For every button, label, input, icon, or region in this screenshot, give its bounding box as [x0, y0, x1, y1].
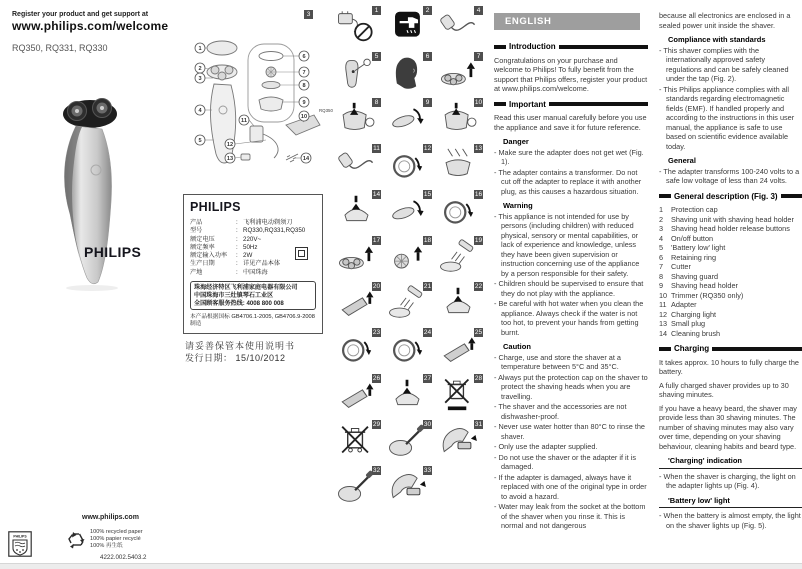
text-block-h-plain: Danger: [503, 137, 529, 146]
philips-url-bottom: www.philips.com: [82, 514, 139, 521]
english-column-1: [494, 36, 648, 532]
svg-text:5: 5: [198, 138, 202, 144]
text-block-part: 10 Trimmer (RQ350 only): [659, 290, 744, 300]
support-url: www.philips.com/welcome: [12, 19, 169, 33]
figure-cell-18: [385, 236, 432, 277]
figure-number-badge: 22: [474, 283, 483, 290]
philips-wordmark: PHILIPS: [84, 244, 142, 260]
spec-row: 型号 : RQ330,RQ331,RQ350: [190, 227, 306, 235]
register-line: Register your product and get support at: [12, 11, 149, 18]
adapter-cut-icon: [335, 9, 377, 49]
text-block-h-bar: Introduction: [494, 42, 648, 52]
figure-number-badge: 18: [423, 237, 432, 244]
cap-icon: [386, 377, 428, 417]
text-block-bullet: - The adapter contains a transformer. Do not cut off the adapter to replace it with another plug, as this causes a hazardous situation.: [494, 168, 648, 197]
text-block-part: 11 Adapter: [659, 300, 697, 309]
text-block-bullet: - This appliance is not intended for use by persons (including children) with reduced physical, sensory or mental capabilities, or lack of experience and knowledge, unless they have been given supervision or instruction concerning use of the appliance by a person responsible for their safety.: [494, 212, 648, 279]
figure-number-badge: 16: [474, 191, 483, 198]
text-block-part: 4 On/off button: [659, 233, 714, 243]
svg-text:12: 12: [226, 142, 234, 148]
figure-number-badge: 29: [372, 421, 381, 428]
figure-cell-6: [385, 52, 432, 93]
figure-cell-14: [334, 190, 381, 231]
figure-cell-15: [385, 190, 432, 231]
figure-cell-25: [436, 328, 483, 369]
ring-icon: [386, 147, 428, 187]
spec-row: 额定频率 : 50Hz: [190, 243, 258, 251]
text-block-part: 13 Small plug: [659, 319, 706, 328]
standards-line: 本产品根据国标 GB4706.1-2005, GB4706.9-2008 制造: [190, 314, 315, 328]
figure-number-badge: 20: [372, 283, 381, 290]
svg-text:1: 1: [198, 46, 202, 52]
figure-cell-4: [436, 6, 483, 47]
text-block-part: 6 Retaining ring: [659, 252, 717, 262]
figure-cell-20: [334, 282, 381, 323]
bin-battery-icon: [437, 377, 479, 417]
figure-cell-22: [436, 282, 483, 323]
page-bottom-edge: [0, 563, 802, 569]
text-block-part: 3 Shaving head holder release buttons: [659, 224, 790, 233]
head-arrow-up-icon: [437, 55, 479, 95]
figure-cell-16: [436, 190, 483, 231]
spec-row: 产品 : 飞利浦电动剃须刀: [190, 219, 293, 226]
figure-cell-28: [436, 374, 483, 415]
text-block-bullet: - Be careful with hot water when you clean the appliance. Always check if the water is not too hot, to prevent your hands from getting burnt.: [494, 299, 648, 337]
svg-text:2: 2: [198, 66, 202, 72]
cap-icon: [437, 285, 479, 325]
text-block-p: Congratulations on your purchase and welcome to Philips! To fully benefit from the support that Philips offers, register your product at www.philips.com/welcome.: [494, 55, 648, 93]
figure-number-badge: 31: [474, 421, 483, 428]
svg-text:9: 9: [302, 100, 306, 106]
trimmer-icon: [335, 285, 377, 325]
figure-cell-2: [385, 6, 432, 47]
figure-number-badge: 30: [423, 421, 432, 428]
text-block-bullet: - When the battery is almost empty, the light on the shaver lights up (Fig. 5).: [659, 511, 802, 530]
ring-icon: [335, 331, 377, 371]
figure-cell-7: [436, 52, 483, 93]
figure-cell-31: [436, 420, 483, 461]
text-block-p: because all electronics are enclosed in a sealed power unit inside the shaver.: [659, 11, 791, 30]
svg-text:8: 8: [302, 83, 306, 89]
press-open-icon: [335, 101, 377, 141]
text-block-h-plain: General: [668, 156, 696, 165]
figure-number-badge: 27: [423, 375, 432, 382]
figure-cell-5: [334, 52, 381, 93]
figure-number-badge: 25: [474, 329, 483, 336]
figure-cell-12: [385, 144, 432, 185]
spec-row: 额定输入功率 : 2W: [190, 252, 253, 260]
philips-shield-logo: [8, 531, 32, 562]
figure-cell-24: [385, 328, 432, 369]
svg-text:3: 3: [198, 76, 202, 82]
text-block-part: 1 Protection cap: [659, 205, 718, 214]
document-number: 4222.002.5403.2: [100, 554, 147, 561]
text-block-h-bar: Important: [494, 100, 648, 110]
ring-icon: [437, 193, 479, 233]
figure-number-badge: 17: [372, 237, 381, 244]
text-block-bullet: - When the shaver is charging, the light on the adapter lights up (Fig. 4).: [659, 472, 802, 491]
text-block-part: 2 Shaving unit with shaving head holder: [659, 214, 794, 224]
cutter-icon: [386, 239, 428, 279]
figure-cell-26: [334, 374, 381, 415]
text-block-bullet: - Never use water hotter than 80°C to rinse the shaver.: [494, 422, 648, 441]
figure-cell-19: [436, 236, 483, 277]
manufacturer-address: [190, 281, 316, 310]
text-block-bullet: - Always put the protection cap on the shaver to protect the shaving heads when you are travelling.: [494, 373, 648, 402]
model-numbers: RQ350, RQ331, RQ330: [12, 43, 108, 53]
figure-number-badge: 7: [474, 52, 483, 61]
figure-cell-9: [385, 98, 432, 139]
cap-icon: [335, 193, 377, 233]
address-line: 珠海经济特区飞利浦家庭电器有限公司: [194, 284, 298, 292]
figure-number-badge: 10: [474, 99, 483, 106]
recycle-text-line: 100% 再生纸: [90, 543, 123, 549]
spec-row: 产地 : 中国珠海: [190, 268, 268, 276]
press-open-icon: [437, 101, 479, 141]
figure-number-badge: 23: [372, 329, 381, 336]
figure-number-badge: 21: [423, 283, 432, 290]
figure-number-badge: 12: [423, 145, 432, 152]
brush-icon: [437, 239, 479, 279]
figure-cell-33: [385, 466, 432, 507]
text-block-p: Read this user manual carefully before you use the appliance and save it for future reference.: [494, 113, 647, 132]
spec-philips-wordmark: PHILIPS: [190, 200, 241, 214]
figure-number-badge: 6: [423, 52, 432, 61]
text-block-bullet: - Charge, use and store the shaver at a temperature between 5°C and 35°C.: [494, 353, 648, 372]
text-block-part: 8 Shaving guard: [659, 271, 719, 281]
text-block-part: 12 Charging light: [659, 309, 717, 319]
figure-number-badge: 4: [474, 6, 483, 15]
instruction-figure-grid: [334, 6, 489, 507]
figure-number-badge: 14: [372, 191, 381, 198]
text-block-h-bar: General description (Fig. 3): [659, 192, 802, 202]
cord-icon: [335, 147, 377, 187]
svg-text:7: 7: [302, 70, 306, 76]
svg-text:4: 4: [198, 108, 202, 114]
figure-number-badge: 32: [372, 467, 381, 474]
spec-row: 生产日期 : 详见产品本体: [190, 260, 281, 268]
trimmer-icon: [335, 377, 377, 417]
recycle-text-line: 100% recycled paper: [90, 529, 143, 535]
figure-cell-27: [385, 374, 432, 415]
shaver-product-image: [46, 92, 138, 297]
shaver-light-icon: [335, 55, 377, 95]
text-block-bullet: - Only use the adapter supplied.: [494, 442, 648, 452]
figure-number-badge: 13: [474, 145, 483, 152]
figure-cell-30: [385, 420, 432, 461]
text-block-part: 7 Cutter: [659, 262, 691, 271]
text-block-bullet: - If the adapter is damaged, always have it replaced with one of the original type in order to avoid a hazard.: [494, 473, 648, 502]
figure-cell-13: [436, 144, 483, 185]
figure-cell-32: [334, 466, 381, 507]
bin-icon: [335, 423, 377, 463]
exploded-parts-diagram: [186, 22, 334, 177]
figure-number-badge: 28: [474, 375, 483, 382]
text-block-part: 14 Cleaning brush: [659, 328, 721, 338]
cord-icon: [437, 9, 479, 49]
figure-number-badge: 1: [372, 6, 381, 15]
text-block-h-plain: Caution: [503, 342, 531, 351]
svg-text:PHILIPS: PHILIPS: [13, 534, 27, 539]
figure-3-badge: 3: [304, 10, 313, 19]
figure-number-badge: 33: [423, 467, 432, 474]
text-block-bullet: - Do not use the shaver or the adapter if it is damaged.: [494, 453, 648, 472]
keep-manual-line: 请妥善保管本使用说明书: [185, 341, 296, 351]
text-block-bullet: - Children should be supervised to ensure that they do not play with the appliance.: [494, 279, 648, 298]
battery-out-icon: [437, 423, 479, 463]
trimmer-icon: [437, 331, 479, 371]
figure-cell-21: [385, 282, 432, 323]
text-block-h-rule: 'Battery low' light: [659, 496, 802, 509]
text-block-p: A fully charged shaver provides up to 30 shaving minutes.: [659, 380, 789, 399]
figure-cell-1: [334, 6, 381, 47]
figure-cell-17: [334, 236, 381, 277]
text-block-h-plain: Warning: [503, 201, 533, 210]
rinse-icon: [437, 147, 479, 187]
address-line: 全国顾客服务热线: 4008 800 008: [194, 299, 284, 307]
english-column-2: [659, 11, 802, 531]
text-block-p: It takes approx. 10 hours to fully charge the battery.: [659, 357, 799, 376]
svg-text:11: 11: [241, 118, 247, 124]
text-block-h-plain: Compliance with standards: [668, 35, 766, 44]
text-block-bullet: - This shaver complies with the internationally approved safety regulations and can be safely cleaned under the tap (Fig. 2).: [659, 46, 802, 84]
text-block-bullet: - Water may leak from the socket at the bottom of the shaver when you rinse it. This is normal and not dangerous: [494, 502, 648, 531]
figure-cell-8: [334, 98, 381, 139]
figure-number-badge: 19: [474, 237, 483, 244]
spec-table: [183, 194, 323, 334]
pry-icon: [335, 469, 377, 509]
tap-icon: [386, 9, 428, 49]
svg-text:10: 10: [300, 114, 308, 120]
battery-out-icon: [386, 469, 428, 509]
text-block-bullet: - The adapter transforms 100-240 volts to a safe low voltage of less than 24 volts.: [659, 167, 802, 186]
face-icon: [386, 55, 428, 95]
figure-cell-10: [436, 98, 483, 139]
text-block-part: 5 'Battery low' light: [659, 243, 726, 252]
figure-number-badge: 8: [372, 98, 381, 107]
text-block-p: If you have a heavy beard, the shaver may provide less than 30 shaving minutes. The number of shaving minutes may also vary over time, depending on your shaving behaviour, cleaning habits and beard type.: [659, 403, 797, 451]
text-block-part: 9 Shaving head holder: [659, 281, 738, 290]
text-block-bullet: - Make sure the adapter does not get wet (Fig. 1).: [494, 148, 648, 167]
figure-number-badge: 9: [423, 98, 432, 107]
flip-icon: [386, 101, 428, 141]
double-insulation-icon: [295, 247, 308, 260]
figure-number-badge: 15: [423, 191, 432, 198]
figure-cell-23: [334, 328, 381, 369]
issue-date-line: 发行日期： 15/10/2012: [185, 353, 286, 363]
brush-icon: [386, 285, 428, 325]
head-arrow-up-icon: [335, 239, 377, 279]
figure-number-badge: 24: [423, 329, 432, 336]
ring-icon: [386, 331, 428, 371]
figure-number-badge: 5: [372, 52, 381, 61]
spec-row: 额定电压 : 220V~: [190, 235, 262, 243]
svg-text:13: 13: [226, 156, 234, 162]
figure-cell-29: [334, 420, 381, 461]
figure-cell-11: [334, 144, 381, 185]
figure-number-badge: 11: [373, 145, 380, 152]
figure-number-badge: 2: [423, 6, 432, 15]
address-line: 中国珠海市三灶镇琴石工业区: [194, 291, 274, 299]
figure-number-badge: 26: [372, 375, 381, 382]
trimmer-model-note: RQ350: [319, 108, 333, 113]
text-block-bullet: - This Philips appliance complies with all standards regarding electromagnetic fields (EMF). If handled properly and according to the instructions in this user manual, the appliance is safe to use based on scientific evidence available today.: [659, 85, 802, 152]
language-header: ENGLISH: [494, 13, 640, 30]
recycle-text-line: 100% papier recyclé: [90, 536, 141, 542]
text-block-h-rule: 'Charging' indication: [659, 456, 802, 469]
svg-text:6: 6: [302, 54, 306, 60]
recycle-icon: [66, 530, 86, 550]
text-block-bullet: - The shaver and the accessories are not dishwasher-proof.: [494, 402, 648, 421]
text-block-h-bar: Charging: [659, 344, 802, 354]
flip-icon: [386, 193, 428, 233]
svg-text:14: 14: [302, 156, 310, 162]
pry-icon: [386, 423, 428, 463]
recycle-text: [90, 529, 143, 550]
